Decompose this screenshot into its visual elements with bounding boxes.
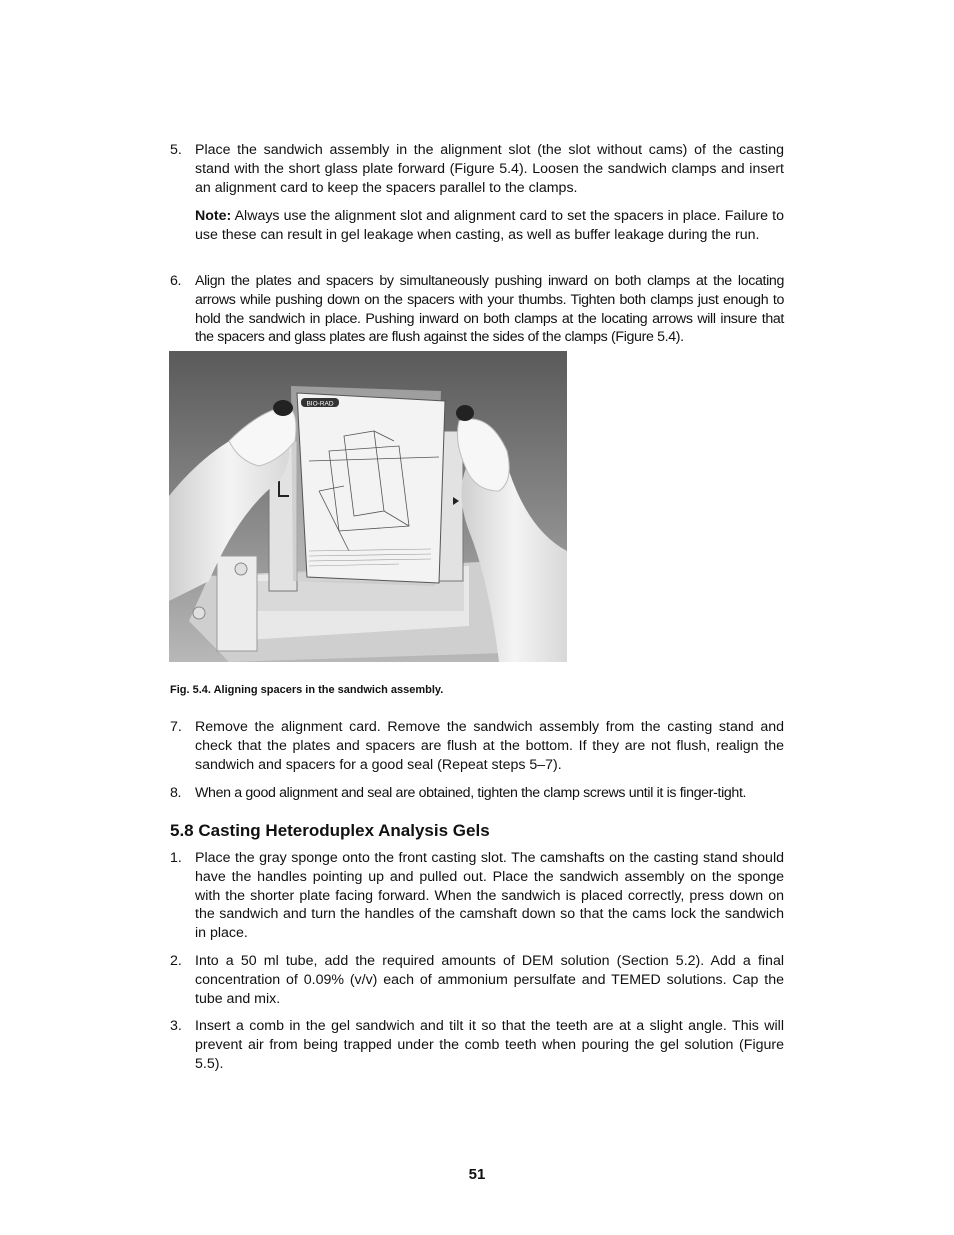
card-logo: BIO-RAD — [306, 400, 334, 408]
step-text: When a good alignment and seal are obtained, tighten the clamp screws until it is finger-tight. — [195, 785, 747, 801]
step-8 — [170, 784, 784, 803]
step-text: Place the gray sponge onto the front casting slot. The camshafts on the casting stand should have the handles pointing up and pulled out. Place the sandwich assembly on the sponge with the shorter plate facing forward. When the sandwich is placed correctly, press down on the sandwich and turn the handles of the camshaft down so that the cams lock the sandwich in place. — [195, 850, 784, 942]
step-number: 6. — [170, 273, 182, 289]
figure-photo — [169, 351, 567, 662]
step-text: Into a 50 ml tube, add the required amounts of DEM solution (Section 5.2). Add a final concentration of 0.09% (v/v) each of ammonium persulfate and TEMED solutions. Cap the tube and mix. — [195, 953, 784, 1007]
section-step-1 — [170, 849, 784, 943]
step-number: 8. — [170, 785, 182, 801]
step-text: Insert a comb in the gel sandwich and tilt it so that the teeth are at a slight angle. This will prevent air from being trapped under the comb teeth when pouring the gel solution (Figure 5.5). — [195, 1018, 784, 1072]
step-6 — [170, 272, 784, 347]
step-5 — [170, 141, 784, 197]
section-heading: 5.8 Casting Heteroduplex Analysis Gels — [170, 821, 490, 840]
step-number: 3. — [170, 1018, 182, 1034]
step-number: 2. — [170, 953, 182, 969]
step-number: 5. — [170, 142, 182, 158]
step-7 — [170, 718, 784, 774]
step-text: Remove the alignment card. Remove the sandwich assembly from the casting stand and check that the plates and spacers are flush at the bottom. If they are not flush, realign the sandwich and spacers for a good seal (Repeat steps 5–7). — [195, 719, 784, 773]
note-paragraph — [195, 207, 784, 245]
step-text: Align the plates and spacers by simultaneously pushing inward on both clamps at the locating arrows while pushing down on the spacers with your thumbs. Tighten both clamps just enough to hold the sandwich in place. Pushing inward on both clamps at the locating arrows will insure that the spacers and glass plates are flush against the sides of the clamps (Figure 5.4). — [195, 273, 784, 346]
page-number: 51 — [468, 1166, 486, 1183]
section-step-3 — [170, 1017, 784, 1073]
step-text: Place the sandwich assembly in the alignment slot (the slot without cams) of the casting stand with the short glass plate forward (Figure 5.4). Loosen the sandwich clamps and insert an alignment card to keep the spacers parallel to the clamps. — [195, 142, 784, 196]
note-label: Note: — [195, 208, 232, 224]
step-number: 7. — [170, 719, 182, 735]
casting-stand-illustration — [169, 351, 567, 662]
step-number: 1. — [170, 850, 182, 866]
note-text: Always use the alignment slot and alignment card to set the spacers in place. Failure to use these can result in gel leakage when casting, as well as buffer leakage during the run. — [195, 208, 784, 243]
section-step-2 — [170, 952, 784, 1008]
figure-caption: Fig. 5.4. Aligning spacers in the sandwich assembly. — [170, 684, 444, 696]
